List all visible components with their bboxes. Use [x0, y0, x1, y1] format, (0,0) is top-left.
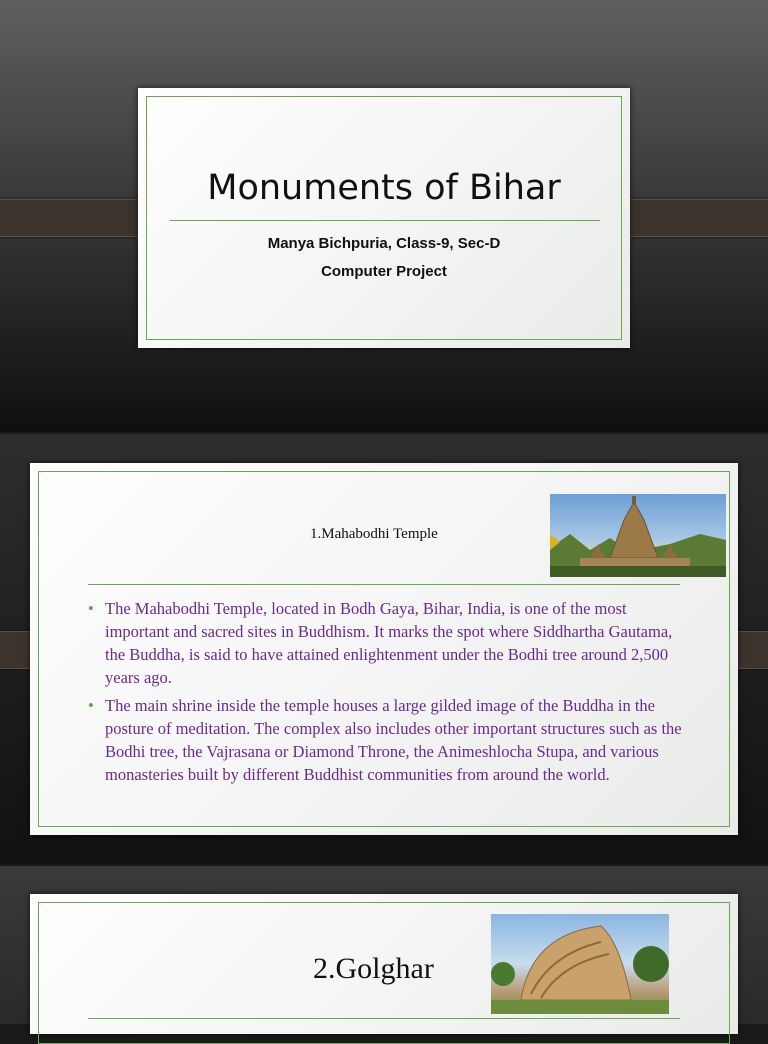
slide-title: 2.Golghar — [313, 952, 434, 985]
title-card — [138, 88, 630, 348]
mahabodhi-card — [30, 463, 738, 835]
card-border — [146, 96, 622, 340]
title-divider — [88, 1018, 680, 1019]
bullet-text: The Mahabodhi Temple, located in Bodh Gaya, Bihar, India, is one of the most important and sacred sites in Buddhism. It marks the spot where Siddhartha Gautama, the Buddha, is said to have attained enlightenment under the Bodhi tree around 2,500 years ago. — [105, 599, 673, 687]
mahabodhi-temple-image — [550, 494, 726, 577]
bullet-icon: • — [88, 696, 94, 715]
list-item — [88, 694, 688, 786]
golghar-image — [491, 914, 669, 1014]
ribbon-tab-left — [0, 199, 156, 237]
title-divider — [88, 584, 680, 585]
project-line: Computer Project — [321, 263, 447, 280]
author-line: Manya Bichpuria, Class-9, Sec-D — [267, 235, 501, 252]
presentation-title: Monuments of Bihar — [207, 168, 561, 208]
title-divider — [170, 220, 600, 221]
golghar-card — [30, 894, 738, 1034]
bullet-icon: • — [88, 599, 94, 618]
bullet-text: The main shrine inside the temple houses a large gilded image of the Buddha in the posture of meditation. The complex also includes other important structures such as the Bodhi tree, the Vajrasana or Diamond Throne, the Animeshlocha Stupa, and various monasteries built by different Buddhist communities from around the world. — [105, 696, 682, 784]
bullet-list — [88, 597, 688, 791]
list-item — [88, 597, 688, 689]
slide-1 — [0, 0, 768, 432]
slide-title: 1.Mahabodhi Temple — [310, 526, 438, 542]
ribbon-tab-right — [614, 199, 768, 237]
